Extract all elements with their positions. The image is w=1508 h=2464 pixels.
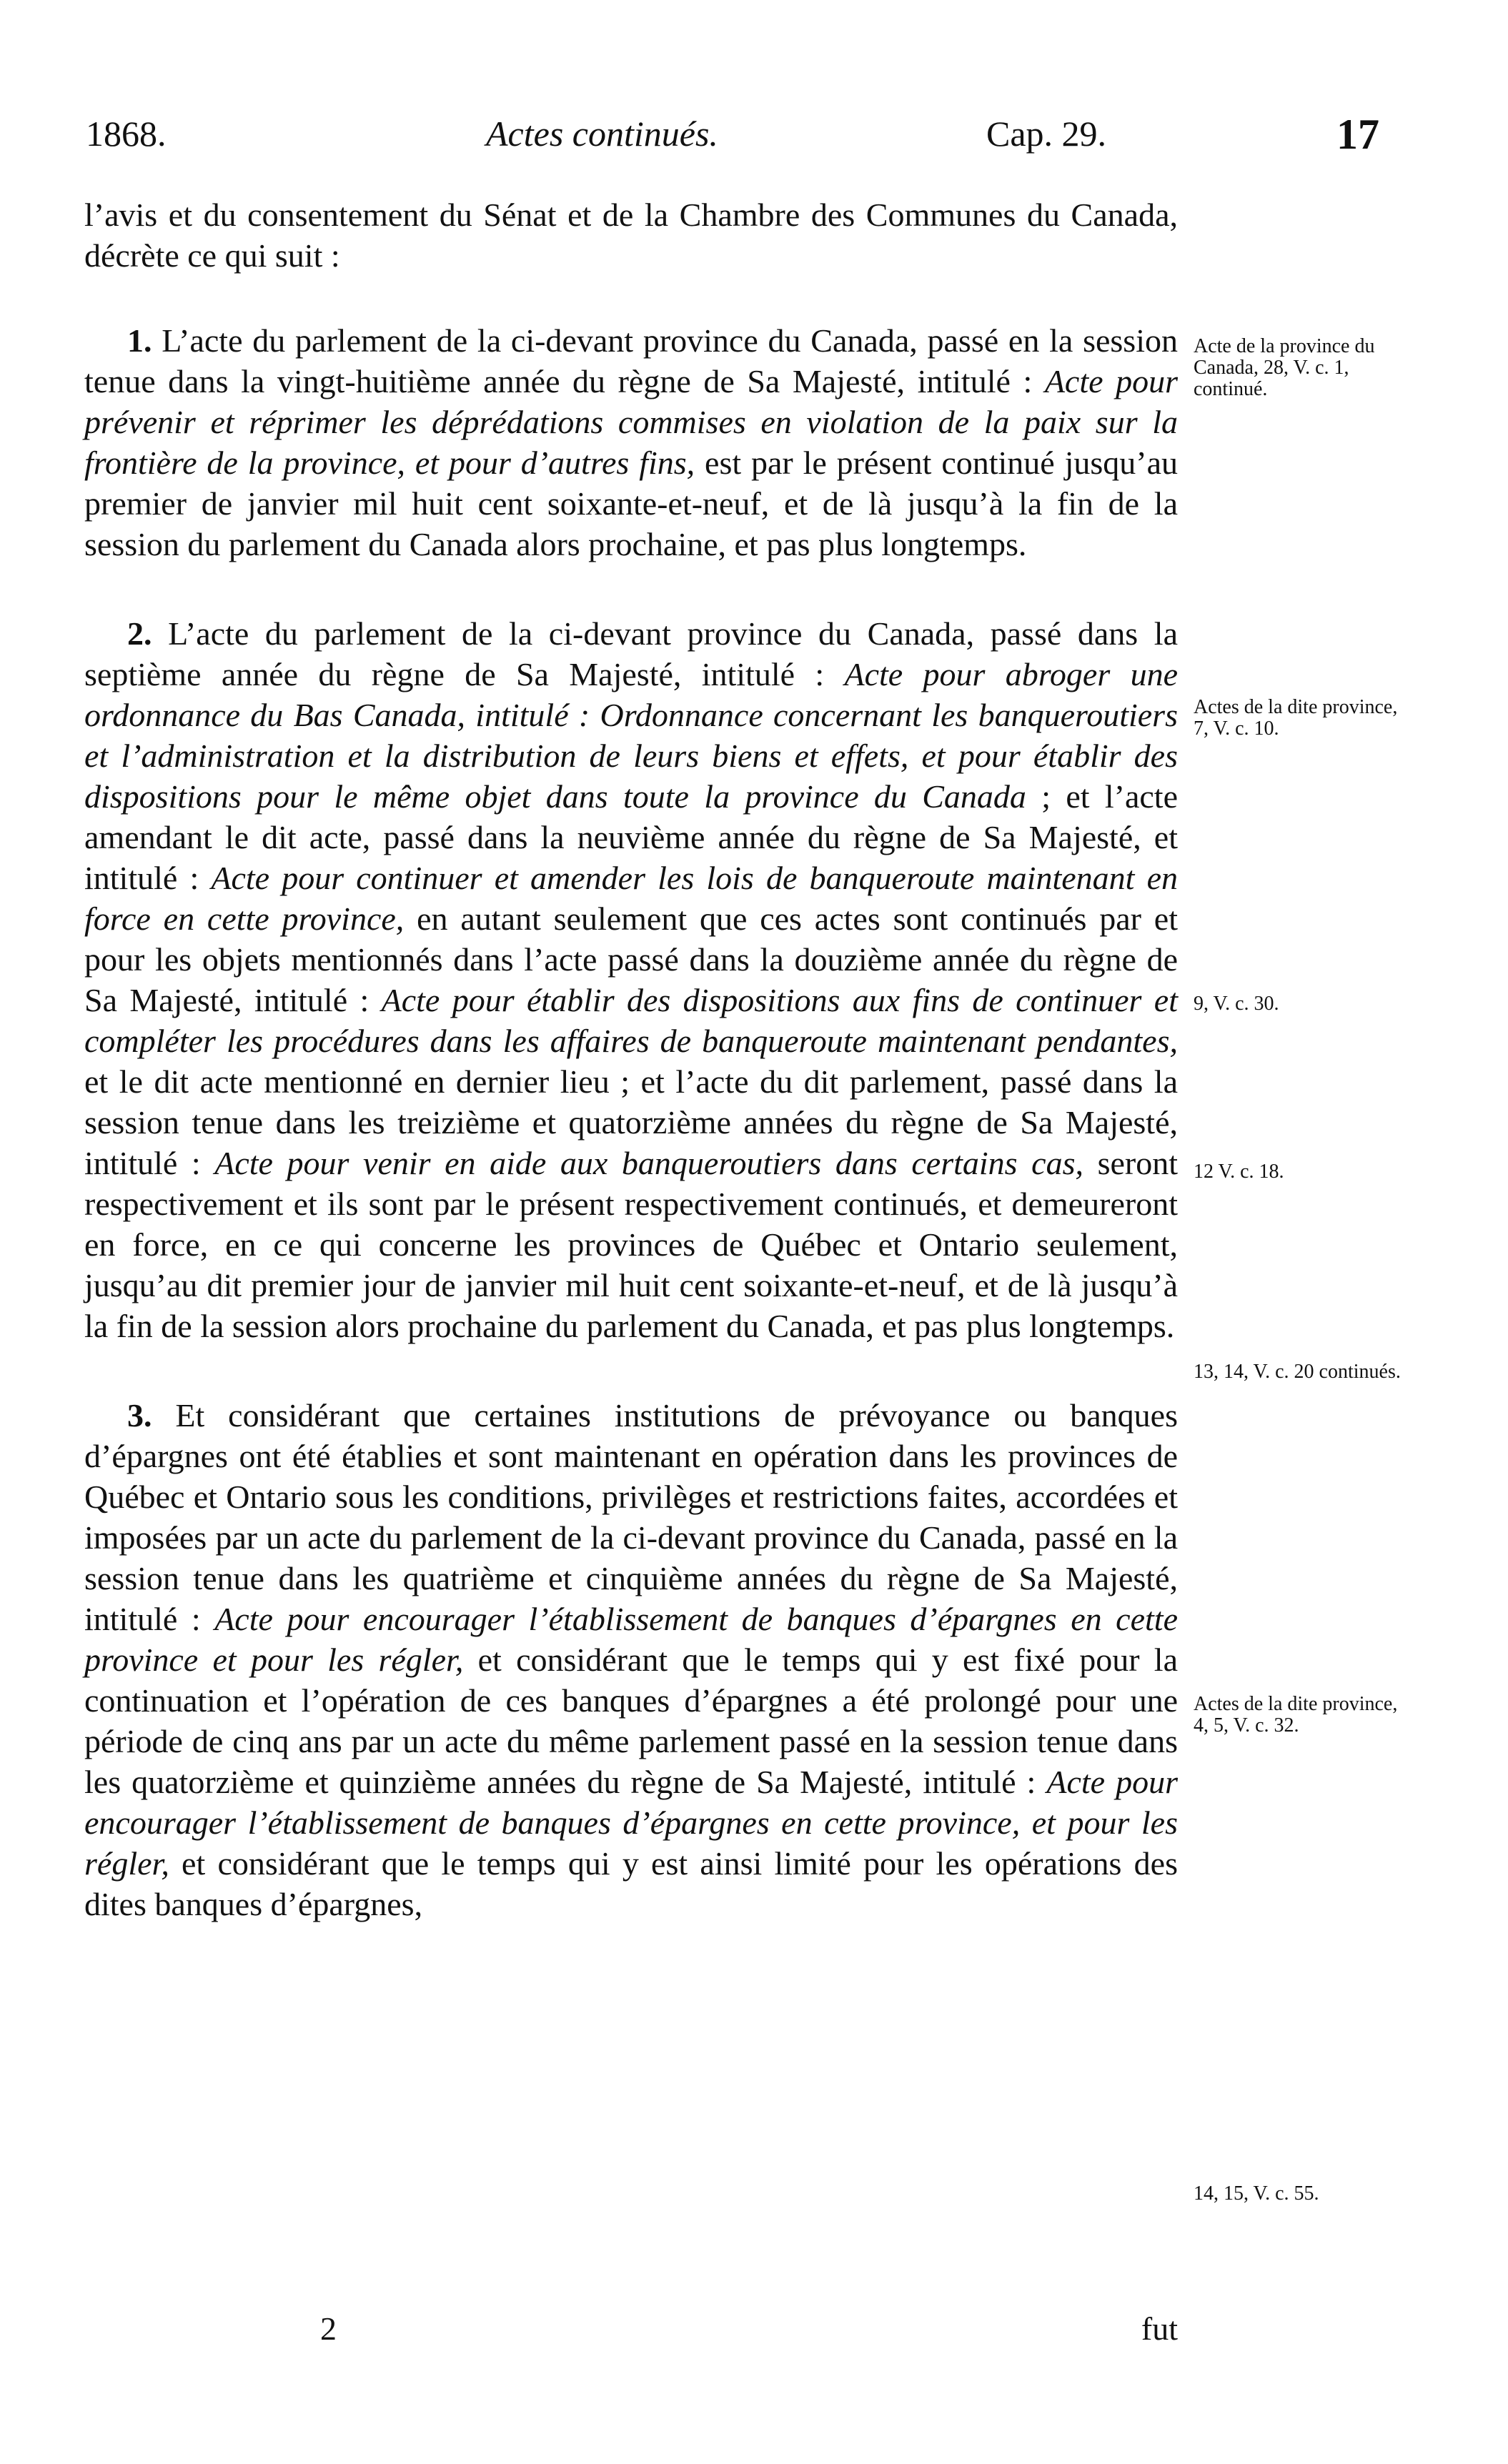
margin-note-7: 14, 15, V. c. 55. bbox=[1194, 2182, 1319, 2205]
section-1-text-before: L’acte du parlement de la ci-devant province du Canada, passé en la session tenue dans la vingt-huitième année du règne de Sa Majesté, intitulé : bbox=[84, 322, 1178, 399]
header-year: 1868. bbox=[86, 114, 167, 154]
section-2-seg-3: Acte pour continuer et amender les lois de banqueroute maintenant en force en cette province, bbox=[84, 860, 1178, 937]
section-2-seg-4: en autant seulement que ces actes sont continués par et pour les objets mentionnés dans l’acte passé dans la douzième année du règne de Sa Majesté, intitulé : bbox=[84, 900, 1178, 1018]
body-text bbox=[84, 194, 1178, 1973]
section-1-number: 1. bbox=[127, 322, 152, 359]
margin-note-6: Actes de la dite province, 4, 5, V. c. 32. bbox=[1194, 1693, 1398, 1737]
section-3-seg-4: et considérant que le temps qui y est ainsi limité pour les opérations des dites banques d’épargnes, bbox=[84, 1845, 1178, 1922]
section-3-seg-2: et considérant que le temps qui y est fixé pour la continuation et l’opération de ces banques d’épargnes a été prolongé pour une période de cinq ans par un acte du même parlement passé en la session tenue dans les quatorzième et quinzième années du règne de Sa Majesté, intitulé : bbox=[84, 1641, 1178, 1800]
margin-note-4: 12 V. c. 18. bbox=[1194, 1161, 1284, 1183]
page-number: 17 bbox=[1336, 111, 1379, 158]
header-chapter: Cap. 29. bbox=[986, 114, 1107, 154]
section-3-seg-3: Acte pour encourager l’établissement de banques d’épargnes en cette province, et pour les régler, bbox=[84, 1764, 1178, 1882]
catchword: fut bbox=[1141, 2310, 1178, 2347]
running-header bbox=[86, 113, 1401, 170]
section-2-seg-7: Acte pour venir en aide aux banqueroutiers dans certains cas, bbox=[214, 1145, 1083, 1181]
section-3 bbox=[84, 1395, 1178, 1924]
margin-note-2: Actes de la dite province, 7, V. c. 10. bbox=[1194, 696, 1398, 740]
section-1 bbox=[84, 320, 1178, 565]
intro-text: l’avis et du consentement du Sénat et de la Chambre des Communes du Canada, décrète ce qui suit : bbox=[84, 197, 1178, 274]
section-1-text-after: est par le présent continué jusqu’au premier de janvier mil huit cent soixante-et-neuf, et de là jusqu’à la fin de la session du parlement du Canada alors prochaine, et pas plus longtemps. bbox=[84, 444, 1178, 562]
margin-note-5: 13, 14, V. c. 20 continués. bbox=[1194, 1361, 1401, 1383]
section-3-seg-1: Acte pour encourager l’établissement de banques d’épargnes en cette province et pour les régler, bbox=[84, 1601, 1178, 1678]
section-1-italic-title: Acte pour prévenir et réprimer les déprédations commises en violation de la paix sur la frontière de la province, et pour d’autres fins, bbox=[84, 363, 1178, 481]
section-2-seg-8: seront respectivement et ils sont par le présent respectivement continués, et demeureront en force, en ce qui concerne les provinces de Québec et Ontario seulement, jusqu’au dit premier jour de janvier mil huit cent soixante-et-neuf, et de là jusqu’à la fin de la session alors prochaine du parlement du Canada, et pas plus longtemps. bbox=[84, 1145, 1178, 1344]
section-2-seg-6: et le dit acte mentionné en dernier lieu ; et l’acte du dit parlement, passé dans la session tenue dans les treizième et quatorzième années du règne de Sa Majesté, intitulé : bbox=[84, 1063, 1178, 1181]
margin-note-3: 9, V. c. 30. bbox=[1194, 993, 1279, 1015]
section-3-seg-0: Et considérant que certaines institutions de prévoyance ou banques d’épargnes ont été établies et sont maintenant en opération dans les provinces de Québec et Ontario sous les conditions, privilèges et restrictions faites, accordées et imposées par un acte du parlement de la ci-devant province du Canada, passé en la session tenue dans les quatrième et cinquième années du règne de Sa Majesté, intitulé : bbox=[84, 1397, 1178, 1637]
section-2-seg-5: Acte pour établir des dispositions aux fins de continuer et compléter les procédures dans les affaires de banqueroute maintenant pendantes, bbox=[84, 982, 1178, 1059]
header-title: Actes continués. bbox=[486, 114, 718, 154]
margin-note-1: Acte de la province du Canada, 28, V. c. 1, continué. bbox=[1194, 335, 1375, 400]
intro-paragraph bbox=[84, 194, 1178, 276]
section-3-number: 3. bbox=[127, 1397, 152, 1434]
section-2 bbox=[84, 613, 1178, 1346]
section-2-number: 2. bbox=[127, 615, 152, 652]
section-2-seg-2: ; et l’acte amendant le dit acte, passé dans la neuvième année du règne de Sa Majesté, et intitulé : bbox=[84, 778, 1179, 896]
section-2-seg-0: L’acte du parlement de la ci-devant province du Canada, passé dans la septième année du règne de Sa Majesté, intitulé : bbox=[84, 615, 1178, 692]
signature-mark: 2 bbox=[320, 2310, 337, 2347]
section-2-seg-1: Acte pour abroger une ordonnance du Bas Canada, intitulé : Ordonnance concernant les banqueroutiers et l’administration et la distribution de leurs biens et effets, et pour établir des dispositions pour le même objet dans toute la province du Canada bbox=[84, 656, 1178, 815]
page-footer bbox=[84, 2310, 1178, 2353]
